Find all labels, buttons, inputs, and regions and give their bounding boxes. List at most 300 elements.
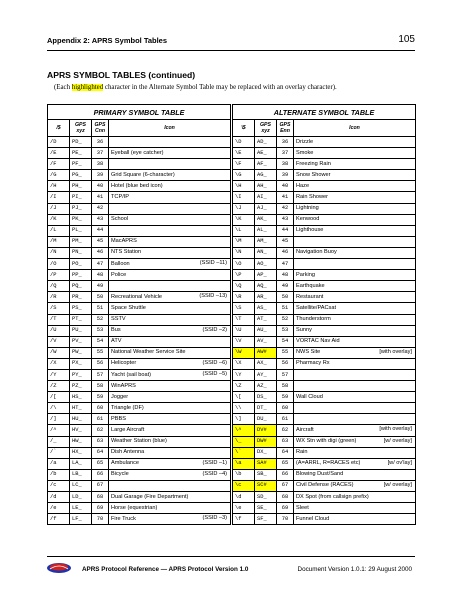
table-row <box>233 358 416 369</box>
icon-name: Rain <box>296 449 308 456</box>
gps-cnn-cell: 37 <box>277 148 294 159</box>
symbol-cell: /W <box>48 347 70 358</box>
gps-xyz-cell: AO_ <box>255 259 277 270</box>
icon-name: Dish Antenna <box>111 449 145 456</box>
icon-name: (A=ARRL, R=RACES etc) <box>296 460 361 467</box>
icon-name: Satellite/PACsat <box>296 304 337 311</box>
symbol-cell: \M <box>233 236 255 247</box>
icon-cell <box>294 336 416 347</box>
subtitle-start: (Each <box>54 84 72 91</box>
alternate-col-gps-enn <box>277 120 294 137</box>
icon-cell <box>294 392 416 403</box>
icon-cell <box>294 369 416 380</box>
symbol-cell: /O <box>48 259 70 270</box>
col-label-top: GPS <box>75 122 86 128</box>
table-row <box>233 514 416 525</box>
gps-cnn-cell: 36 <box>92 137 109 148</box>
icon-cell <box>294 270 416 281</box>
icon-cell <box>294 148 416 159</box>
icon-cell <box>109 259 231 270</box>
symbol-cell: \f <box>233 514 255 525</box>
gps-xyz-cell: AM_ <box>255 236 277 247</box>
icon-cell <box>109 492 231 503</box>
gps-xyz-cell: PF_ <box>70 159 92 170</box>
table-row <box>233 192 416 203</box>
icon-cell <box>294 414 416 425</box>
symbol-cell: \J <box>233 203 255 214</box>
table-row <box>48 170 231 181</box>
icon-name: School <box>111 216 129 223</box>
icon-cell <box>294 425 416 436</box>
icon-note: (SSID –6) <box>202 359 228 366</box>
icon-cell <box>109 325 231 336</box>
icon-cell <box>109 403 231 414</box>
gps-cnn-cell: 63 <box>92 436 109 447</box>
table-row <box>48 436 231 447</box>
icon-cell <box>294 514 416 525</box>
icon-cell <box>294 503 416 514</box>
gps-cnn-cell: 59 <box>92 392 109 403</box>
icon-name: Lightning <box>296 205 319 212</box>
table-row <box>48 414 231 425</box>
icon-cell <box>294 214 416 225</box>
gps-cnn-cell: 50 <box>277 292 294 303</box>
gps-cnn-cell: 48 <box>92 270 109 281</box>
table-row <box>233 259 416 270</box>
gps-xyz-cell: PL_ <box>70 225 92 236</box>
icon-cell <box>294 292 416 303</box>
primary-symbol-table <box>47 104 231 525</box>
icon-cell <box>109 203 231 214</box>
gps-cnn-cell: 43 <box>277 214 294 225</box>
table-row <box>48 447 231 458</box>
gps-xyz-cell: AP_ <box>255 270 277 281</box>
gps-cnn-cell: 38 <box>92 159 109 170</box>
symbol-cell: \L <box>233 225 255 236</box>
gps-cnn-cell: 49 <box>277 281 294 292</box>
table-row <box>233 392 416 403</box>
alternate-col-icon: Icon <box>294 120 416 137</box>
icon-cell <box>109 292 231 303</box>
icon-cell <box>294 325 416 336</box>
gps-xyz-cell: AY_ <box>255 369 277 380</box>
table-row <box>233 270 416 281</box>
icon-name: Sunny <box>296 327 312 334</box>
icon-note: [w/ overlay] <box>383 481 412 488</box>
table-row <box>48 336 231 347</box>
icon-name: Yacht (sail boat) <box>111 371 152 378</box>
table-row <box>48 159 231 170</box>
gps-xyz-cell: DS_ <box>255 392 277 403</box>
symbol-cell: \Q <box>233 281 255 292</box>
symbol-cell: /] <box>48 414 70 425</box>
symbol-cell: \_ <box>233 436 255 447</box>
icon-name: Pharmacy Rx <box>296 360 330 367</box>
symbol-cell: /M <box>48 236 70 247</box>
symbol-cell: /U <box>48 325 70 336</box>
table-row <box>48 281 231 292</box>
gps-cnn-cell: 56 <box>92 358 109 369</box>
col-label-top: GPS <box>94 122 106 128</box>
gps-xyz-cell: SD_ <box>255 492 277 503</box>
gps-cnn-cell: 55 <box>92 347 109 358</box>
icon-cell <box>294 381 416 392</box>
table-row <box>233 292 416 303</box>
gps-xyz-cell: AR_ <box>255 292 277 303</box>
gps-cnn-cell: 60 <box>277 403 294 414</box>
icon-cell <box>294 480 416 491</box>
icon-name: Restaurant <box>296 293 324 300</box>
gps-xyz-cell: PE_ <box>70 148 92 159</box>
icon-name: Sleet <box>296 504 309 511</box>
table-row <box>48 492 231 503</box>
gps-cnn-cell: 40 <box>92 181 109 192</box>
table-row <box>233 447 416 458</box>
icon-cell <box>109 469 231 480</box>
table-row <box>233 203 416 214</box>
icon-cell <box>294 159 416 170</box>
gps-cnn-cell: 52 <box>277 314 294 325</box>
symbol-cell: /Z <box>48 381 70 392</box>
symbol-cell: /` <box>48 447 70 458</box>
icon-name: Parking <box>296 271 315 278</box>
symbol-cell: /T <box>48 314 70 325</box>
table-row <box>233 236 416 247</box>
icon-cell <box>294 314 416 325</box>
gps-cnn-cell: 45 <box>92 236 109 247</box>
gps-xyz-cell: HS_ <box>70 392 92 403</box>
icon-cell <box>294 225 416 236</box>
icon-name: TCP/IP <box>111 194 130 201</box>
gps-xyz-cell: AH_ <box>255 181 277 192</box>
gps-cnn-cell: 53 <box>92 325 109 336</box>
icon-cell <box>109 247 231 258</box>
icon-name: Weather Station (blue) <box>111 438 167 445</box>
footer-rule <box>47 556 415 557</box>
col-label-top: GPS <box>279 122 291 128</box>
symbol-cell: /D <box>48 137 70 148</box>
table-row <box>48 503 231 514</box>
gps-xyz-cell: LB_ <box>70 469 92 480</box>
gps-cnn-cell: 56 <box>277 358 294 369</box>
table-row <box>233 381 416 392</box>
gps-xyz-cell: AD_ <box>255 137 277 148</box>
icon-name: Eyeball (eye catcher) <box>111 149 164 156</box>
icon-name: Balloon <box>111 260 130 267</box>
gps-xyz-cell: AU_ <box>255 325 277 336</box>
icon-cell <box>109 236 231 247</box>
table-row <box>48 314 231 325</box>
icon-name: Aircraft <box>296 426 314 433</box>
gps-xyz-cell: AW# <box>255 347 277 358</box>
gps-xyz-cell: HU_ <box>70 414 92 425</box>
icon-cell <box>109 436 231 447</box>
icon-name: Rain Shower <box>296 194 329 201</box>
table-row <box>233 181 416 192</box>
symbol-cell: \X <box>233 358 255 369</box>
gps-cnn-cell: 64 <box>277 447 294 458</box>
icon-name: Earthquake <box>296 282 325 289</box>
alternate-symbol-table <box>232 104 416 525</box>
icon-name: Grid Square (6-character) <box>111 171 175 178</box>
symbol-cell: /I <box>48 192 70 203</box>
icon-name: Helicopter <box>111 360 137 367</box>
icon-name: NWS Site <box>296 349 321 356</box>
table-row <box>48 347 231 358</box>
gps-xyz-cell: PI_ <box>70 192 92 203</box>
gps-cnn-cell: 54 <box>277 336 294 347</box>
symbol-cell: /K <box>48 214 70 225</box>
symbol-cell: /^ <box>48 425 70 436</box>
gps-cnn-cell: 50 <box>92 292 109 303</box>
gps-cnn-cell: 53 <box>277 325 294 336</box>
table-row <box>233 281 416 292</box>
table-row <box>48 181 231 192</box>
icon-cell <box>294 259 416 270</box>
gps-cnn-cell: 47 <box>277 259 294 270</box>
icon-cell <box>294 192 416 203</box>
icon-cell <box>294 436 416 447</box>
table-row <box>233 336 416 347</box>
gps-cnn-cell: 57 <box>277 369 294 380</box>
icon-cell <box>109 225 231 236</box>
gps-cnn-cell: 39 <box>277 170 294 181</box>
icon-name: Snow Shower <box>296 171 331 178</box>
gps-cnn-cell: 46 <box>92 247 109 258</box>
gps-xyz-cell: AQ_ <box>255 281 277 292</box>
symbol-cell: \Y <box>233 369 255 380</box>
col-label-bottom: Cnn <box>94 128 106 134</box>
icon-cell <box>294 137 416 148</box>
icon-note: [w/ ov'lay] <box>387 459 412 466</box>
symbol-cell: /e <box>48 503 70 514</box>
gps-cnn-cell: 40 <box>277 181 294 192</box>
symbol-cell: /f <box>48 514 70 525</box>
symbol-cell: \[ <box>233 392 255 403</box>
icon-name: Recreational Vehicle <box>111 293 162 300</box>
icon-name: Wall Cloud <box>296 393 323 400</box>
gps-cnn-cell: 37 <box>92 148 109 159</box>
icon-cell <box>294 358 416 369</box>
gps-cnn-cell: 41 <box>277 192 294 203</box>
icon-cell <box>109 181 231 192</box>
gps-xyz-cell: AF_ <box>255 159 277 170</box>
aprs-logo-icon <box>46 561 72 574</box>
symbol-cell: /J <box>48 203 70 214</box>
table-row <box>48 292 231 303</box>
icon-name: Jogger <box>111 393 129 400</box>
symbol-cell: \U <box>233 325 255 336</box>
table-row <box>233 347 416 358</box>
icon-name: Drizzle <box>296 138 314 145</box>
symbol-cell: /L <box>48 225 70 236</box>
gps-xyz-cell: DW# <box>255 436 277 447</box>
icon-name: Lighthouse <box>296 227 324 234</box>
table-row <box>233 503 416 514</box>
gps-cnn-cell: 43 <box>92 214 109 225</box>
icon-cell <box>109 392 231 403</box>
gps-cnn-cell: 46 <box>277 247 294 258</box>
table-row <box>233 137 416 148</box>
table-row <box>233 159 416 170</box>
icon-cell <box>294 170 416 181</box>
icon-cell <box>109 347 231 358</box>
table-row <box>48 403 231 414</box>
gps-xyz-cell: PH_ <box>70 181 92 192</box>
gps-xyz-cell: PP_ <box>70 270 92 281</box>
icon-name: National Weather Service Site <box>111 349 186 356</box>
icon-cell <box>109 514 231 525</box>
gps-xyz-cell: HV_ <box>70 425 92 436</box>
icon-cell <box>109 480 231 491</box>
gps-cnn-cell: 67 <box>92 480 109 491</box>
symbol-cell: \K <box>233 214 255 225</box>
icon-name: DX Spot (from callsign prefix) <box>296 493 369 500</box>
table-row <box>233 469 416 480</box>
gps-cnn-cell: 67 <box>277 480 294 491</box>
icon-cell <box>109 414 231 425</box>
gps-cnn-cell: 68 <box>277 492 294 503</box>
gps-xyz-cell: PW_ <box>70 347 92 358</box>
symbol-cell: /b <box>48 469 70 480</box>
primary-col-sym: /$ <box>48 120 70 137</box>
symbol-cell: \P <box>233 270 255 281</box>
table-row <box>233 314 416 325</box>
table-row <box>233 170 416 181</box>
table-row <box>48 325 231 336</box>
icon-note: (SSID –13) <box>199 293 228 300</box>
gps-xyz-cell: DU_ <box>255 414 277 425</box>
icon-name: Horse (equestrian) <box>111 504 158 511</box>
gps-cnn-cell: 45 <box>277 236 294 247</box>
symbol-cell: \O <box>233 259 255 270</box>
symbol-cell: /c <box>48 480 70 491</box>
table-row <box>48 303 231 314</box>
primary-col-gps-cnn <box>92 120 109 137</box>
symbol-cell: \H <box>233 181 255 192</box>
gps-xyz-cell: PN_ <box>70 247 92 258</box>
symbol-cell: \c <box>233 480 255 491</box>
symbol-cell: \d <box>233 492 255 503</box>
icon-name: Smoke <box>296 149 314 156</box>
gps-xyz-cell: AJ_ <box>255 203 277 214</box>
gps-xyz-cell: PJ_ <box>70 203 92 214</box>
gps-xyz-cell: AK_ <box>255 214 277 225</box>
symbol-cell: \^ <box>233 425 255 436</box>
icon-cell <box>109 281 231 292</box>
gps-xyz-cell: AS_ <box>255 303 277 314</box>
gps-cnn-cell: 39 <box>92 170 109 181</box>
icon-name: ATV <box>111 338 122 345</box>
gps-cnn-cell: 58 <box>277 381 294 392</box>
table-row <box>48 247 231 258</box>
symbol-cell: /_ <box>48 436 70 447</box>
gps-xyz-cell: PQ_ <box>70 281 92 292</box>
symbol-cell: \b <box>233 469 255 480</box>
gps-xyz-cell: PO_ <box>70 259 92 270</box>
symbol-cell: \Z <box>233 381 255 392</box>
gps-cnn-cell: 44 <box>277 225 294 236</box>
gps-xyz-cell: AV_ <box>255 336 277 347</box>
table-row <box>48 192 231 203</box>
gps-cnn-cell: 64 <box>92 447 109 458</box>
table-row <box>48 358 231 369</box>
icon-name: Blowing Dust/Sand <box>296 471 344 478</box>
icon-note: (SSID –3) <box>202 515 228 522</box>
icon-name: Large Aircraft <box>111 426 145 433</box>
table-row <box>233 214 416 225</box>
symbol-cell: /R <box>48 292 70 303</box>
table-row <box>48 225 231 236</box>
gps-xyz-cell: AT_ <box>255 314 277 325</box>
gps-xyz-cell: LC_ <box>70 480 92 491</box>
gps-cnn-cell: 57 <box>92 369 109 380</box>
icon-name: Navigation Buoy <box>296 249 337 256</box>
col-label-bottom: Enn <box>280 128 290 134</box>
symbol-cell: \R <box>233 292 255 303</box>
gps-cnn-cell: 47 <box>92 259 109 270</box>
table-row <box>48 469 231 480</box>
icon-name: Ambulance <box>111 460 139 467</box>
gps-cnn-cell: 52 <box>92 314 109 325</box>
gps-cnn-cell: 42 <box>277 203 294 214</box>
gps-xyz-cell: PR_ <box>70 292 92 303</box>
gps-xyz-cell: DX_ <box>255 447 277 458</box>
subtitle-end: character in the Alternate Symbol Table may be replaced with an overlay character). <box>103 84 337 91</box>
table-row <box>233 403 416 414</box>
gps-cnn-cell: 70 <box>277 514 294 525</box>
primary-col-gps-xyz <box>70 120 92 137</box>
gps-cnn-cell: 42 <box>92 203 109 214</box>
gps-xyz-cell: PD_ <box>70 137 92 148</box>
gps-xyz-cell: PT_ <box>70 314 92 325</box>
gps-cnn-cell: 61 <box>277 414 294 425</box>
gps-cnn-cell: 44 <box>92 225 109 236</box>
gps-xyz-cell: PK_ <box>70 214 92 225</box>
gps-cnn-cell: 38 <box>277 159 294 170</box>
icon-note: [w/ overlay] <box>383 437 412 444</box>
icon-cell <box>109 303 231 314</box>
icon-note: (SSID –2) <box>202 326 228 333</box>
gps-cnn-cell: 65 <box>277 458 294 469</box>
icon-cell <box>109 170 231 181</box>
gps-xyz-cell: DV# <box>255 425 277 436</box>
symbol-cell: \] <box>233 414 255 425</box>
icon-name: Thunderstorm <box>296 316 331 323</box>
gps-xyz-cell: SA# <box>255 458 277 469</box>
gps-cnn-cell: 69 <box>92 503 109 514</box>
table-row <box>233 414 416 425</box>
icon-cell <box>109 503 231 514</box>
symbol-cell: \\ <box>233 403 255 414</box>
icon-cell <box>294 181 416 192</box>
symbol-cell: /F <box>48 159 70 170</box>
table-row <box>48 369 231 380</box>
gps-cnn-cell: 54 <box>92 336 109 347</box>
gps-cnn-cell: 60 <box>92 403 109 414</box>
icon-name: Space Shuttle <box>111 304 146 311</box>
table-row <box>233 247 416 258</box>
icon-cell <box>294 236 416 247</box>
symbol-cell: /P <box>48 270 70 281</box>
icon-name: PBBS <box>111 415 126 422</box>
gps-xyz-cell: PV_ <box>70 336 92 347</box>
gps-cnn-cell: 55 <box>277 347 294 358</box>
gps-cnn-cell: 48 <box>277 270 294 281</box>
col-label-bottom: xyz <box>76 128 85 134</box>
icon-cell <box>109 425 231 436</box>
symbol-cell: /S <box>48 303 70 314</box>
